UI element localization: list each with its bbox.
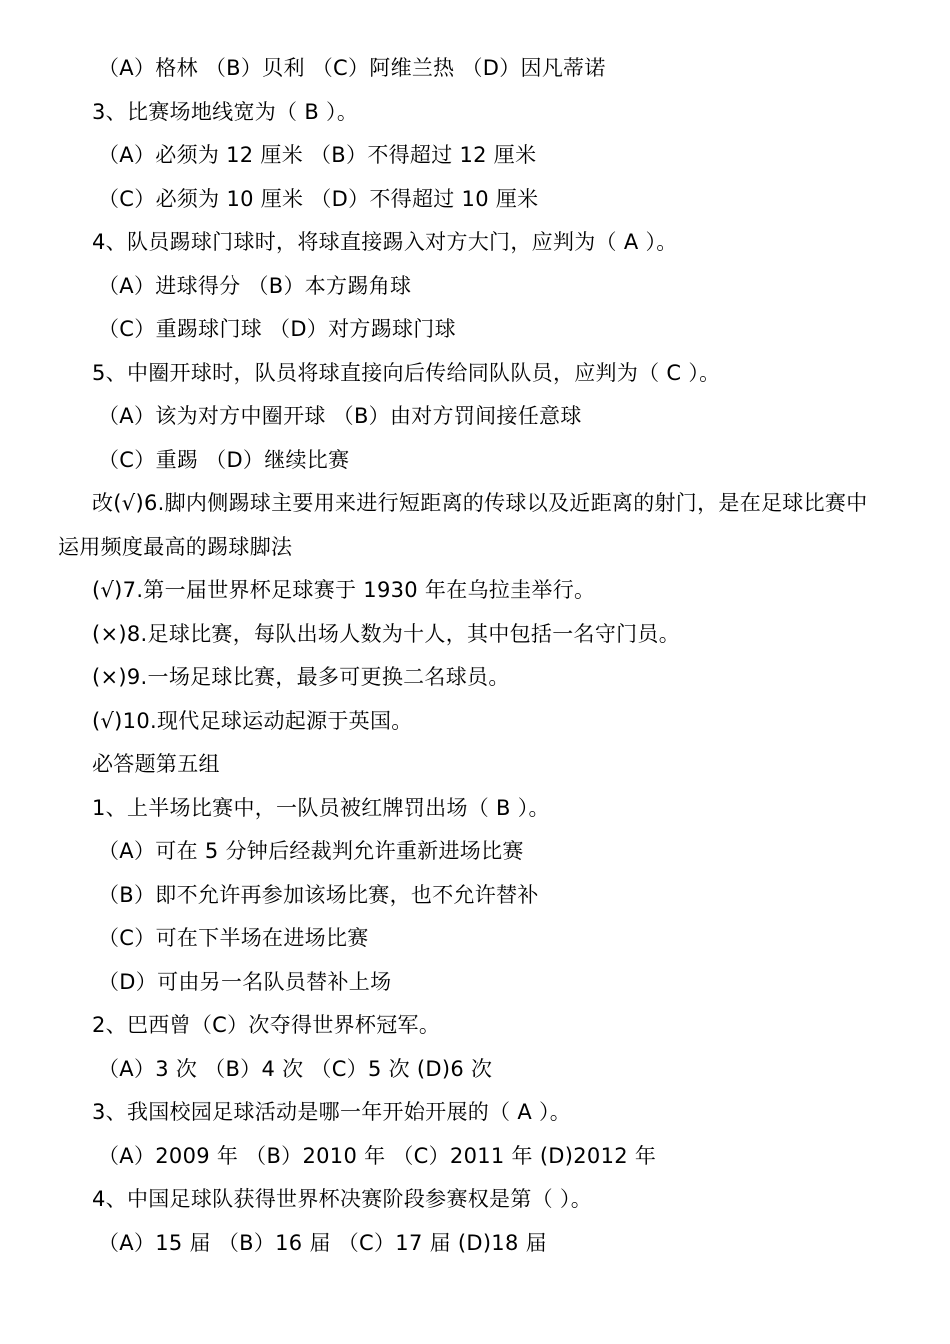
q3-options-cd: （C）必须为 10 厘米 （D）不得超过 10 厘米 (98, 187, 539, 211)
g5-q4-options: （A）15 届 （B）16 届 （C）17 届 (D)18 届 (98, 1231, 547, 1255)
q4-question: 4、队员踢球门球时，将球直接踢入对方大门，应判为（ A ）。 (92, 230, 678, 254)
g5-q1-option-a: （A）可在 5 分钟后经裁判允许重新进场比赛 (98, 839, 524, 863)
tf7-statement: (√)7.第一届世界杯足球赛于 1930 年在乌拉圭举行。 (92, 578, 596, 602)
tf10-statement: (√)10.现代足球运动起源于英国。 (92, 709, 413, 733)
g5-q3-question: 3、我国校园足球活动是哪一年开始开展的（ A ）。 (92, 1100, 572, 1124)
g5-q2-question: 2、巴西曾（C）次夺得世界杯冠军。 (92, 1013, 441, 1037)
q5-question: 5、中圈开球时，队员将球直接向后传给同队队员，应判为（ C ）。 (92, 361, 721, 385)
g5-q1-option-c: （C）可在下半场在进场比赛 (98, 926, 369, 950)
q3-options-ab: （A）必须为 12 厘米 （B）不得超过 12 厘米 (98, 143, 537, 167)
q5-options-cd: （C）重踢 （D）继续比赛 (98, 448, 350, 472)
g5-q2-options: （A）3 次 （B）4 次 （C）5 次 (D)6 次 (98, 1057, 493, 1081)
section-heading: 必答题第五组 (92, 752, 220, 776)
tf8-statement: (×)8.足球比赛，每队出场人数为十人，其中包括一名守门员。 (92, 622, 681, 646)
q3-question: 3、比赛场地线宽为（ B ）。 (92, 100, 359, 124)
g5-q1-option-b: （B）即不允许再参加该场比赛，也不允许替补 (98, 883, 539, 907)
g5-q3-options: （A）2009 年 （B）2010 年 （C）2011 年 (D)2012 年 (98, 1144, 657, 1168)
tf6-statement-cont: 运用频度最高的踢球脚法 (58, 535, 293, 559)
tf9-statement: (×)9.一场足球比赛，最多可更换二名球员。 (92, 665, 510, 689)
g5-q1-question: 1、上半场比赛中，一队员被红牌罚出场（ B ）。 (92, 796, 550, 820)
g5-q1-option-d: （D）可由另一名队员替补上场 (98, 970, 392, 994)
q5-options-ab: （A）该为对方中圈开球 （B）由对方罚间接任意球 (98, 404, 582, 428)
tf6-statement: 改(√)6.脚内侧踢球主要用来进行短距离的传球以及近距离的射门，是在足球比赛中 (92, 491, 868, 515)
g5-q4-question: 4、中国足球队获得世界杯决赛阶段参赛权是第（ ）。 (92, 1187, 593, 1211)
q2-options: （A）格林 （B）贝利 （C）阿维兰热 （D）因凡蒂诺 (98, 56, 606, 80)
q4-options-ab: （A）进球得分 （B）本方踢角球 (98, 274, 412, 298)
q4-options-cd: （C）重踢球门球 （D）对方踢球门球 (98, 317, 456, 341)
